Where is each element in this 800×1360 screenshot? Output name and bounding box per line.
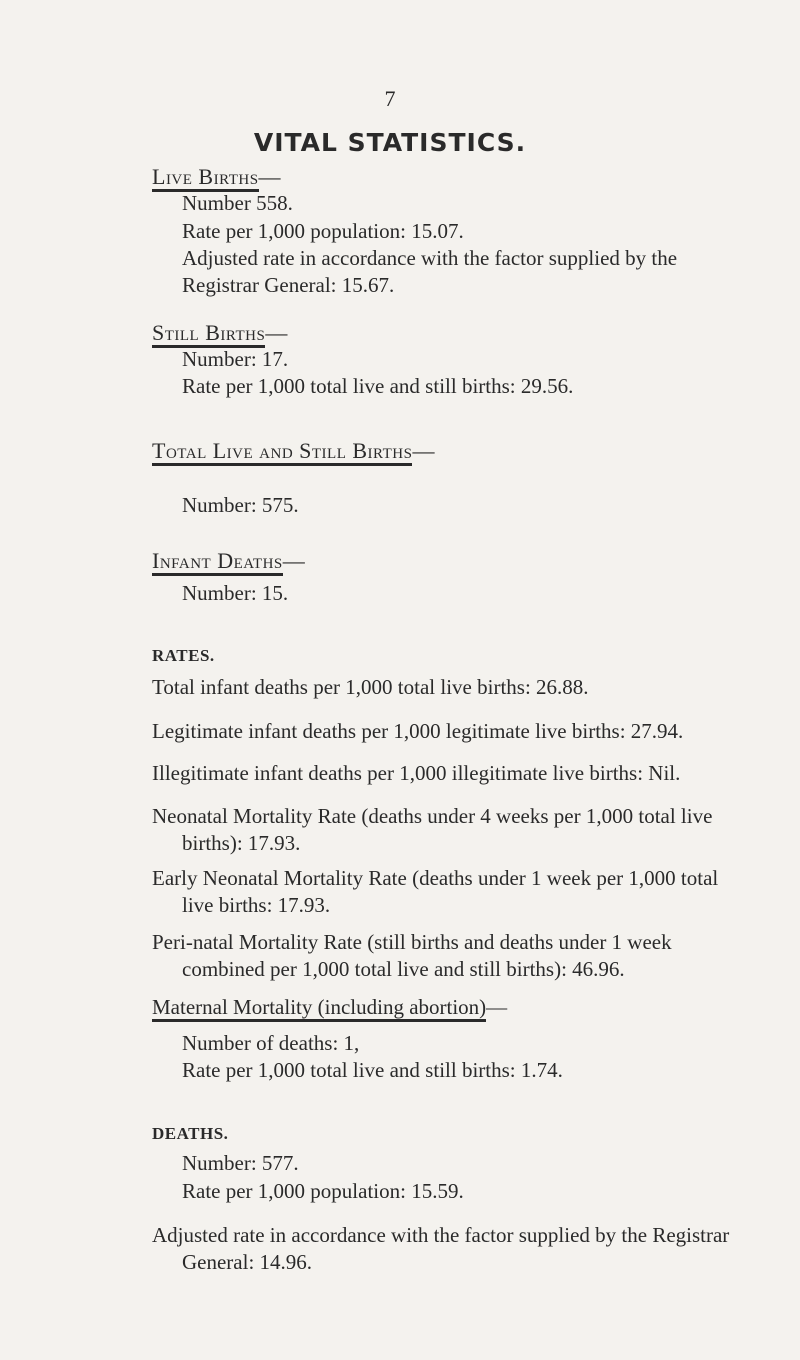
page-number: 7: [384, 86, 396, 111]
live-births-rate: Rate per 1,000 population: 15.07.: [182, 219, 464, 243]
rate-illegitimate: Illegitimate infant deaths per 1,000 illegitimate live births: Nil.: [152, 761, 681, 785]
total-births-dash: —: [412, 438, 435, 463]
maternal-rate: Rate per 1,000 total live and still births: 1.74.: [182, 1058, 563, 1082]
infant-deaths-heading-text: Infant Deaths: [152, 548, 283, 576]
live-births-heading: [152, 164, 281, 190]
deaths-rate: Rate per 1,000 population: 15.59.: [182, 1179, 464, 1203]
maternal-heading: [152, 995, 507, 1020]
infant-deaths-number: Number: 15.: [182, 581, 289, 605]
page-title: VITAL STATISTICS.: [253, 128, 527, 157]
still-births-rate: Rate per 1,000 total live and still births: 29.56.: [182, 374, 574, 398]
maternal-number: Number of deaths: 1,: [182, 1031, 360, 1055]
total-births-number: Number: 575.: [182, 493, 299, 517]
maternal-dash: —: [486, 995, 508, 1019]
infant-deaths-heading: [152, 548, 305, 574]
total-births-heading: [152, 438, 434, 464]
live-births-adjusted: Adjusted rate in accordance with the factor supplied by the Registrar General: 15.67.: [182, 246, 678, 297]
infant-deaths-dash: —: [282, 548, 305, 573]
rate-early-neonatal: Early Neonatal Mortality Rate (deaths under 1 week per 1,000 total live births: 17.93.: [152, 866, 719, 917]
live-births-heading-text: Live Births: [152, 164, 259, 192]
deaths-number: Number: 577.: [182, 1151, 299, 1175]
rate-perinatal: Peri-natal Mortality Rate (still births and deaths under 1 week combined per 1,000 total live and still births): 46.96.: [152, 930, 672, 981]
deaths-heading: DEATHS.: [152, 1124, 229, 1143]
rate-legitimate: Legitimate infant deaths per 1,000 legitimate live births: 27.94.: [152, 719, 684, 743]
rate-neonatal: Neonatal Mortality Rate (deaths under 4 weeks per 1,000 total live births): 17.93.: [152, 804, 713, 855]
still-births-number: Number: 17.: [182, 347, 289, 371]
deaths-adjusted: Adjusted rate in accordance with the factor supplied by the Registrar General: 14.96.: [152, 1223, 730, 1274]
maternal-heading-text: Maternal Mortality (including abortion): [152, 995, 486, 1022]
rate-total-infant: Total infant deaths per 1,000 total live births: 26.88.: [152, 675, 589, 699]
total-births-heading-text: Total Live and Still Births: [152, 438, 412, 466]
still-births-heading: [152, 320, 287, 346]
live-births-number: Number 558.: [182, 191, 293, 215]
still-births-dash: —: [265, 320, 288, 345]
live-births-dash: —: [258, 164, 281, 189]
rates-heading: RATES.: [152, 646, 215, 665]
still-births-heading-text: Still Births: [152, 320, 265, 348]
